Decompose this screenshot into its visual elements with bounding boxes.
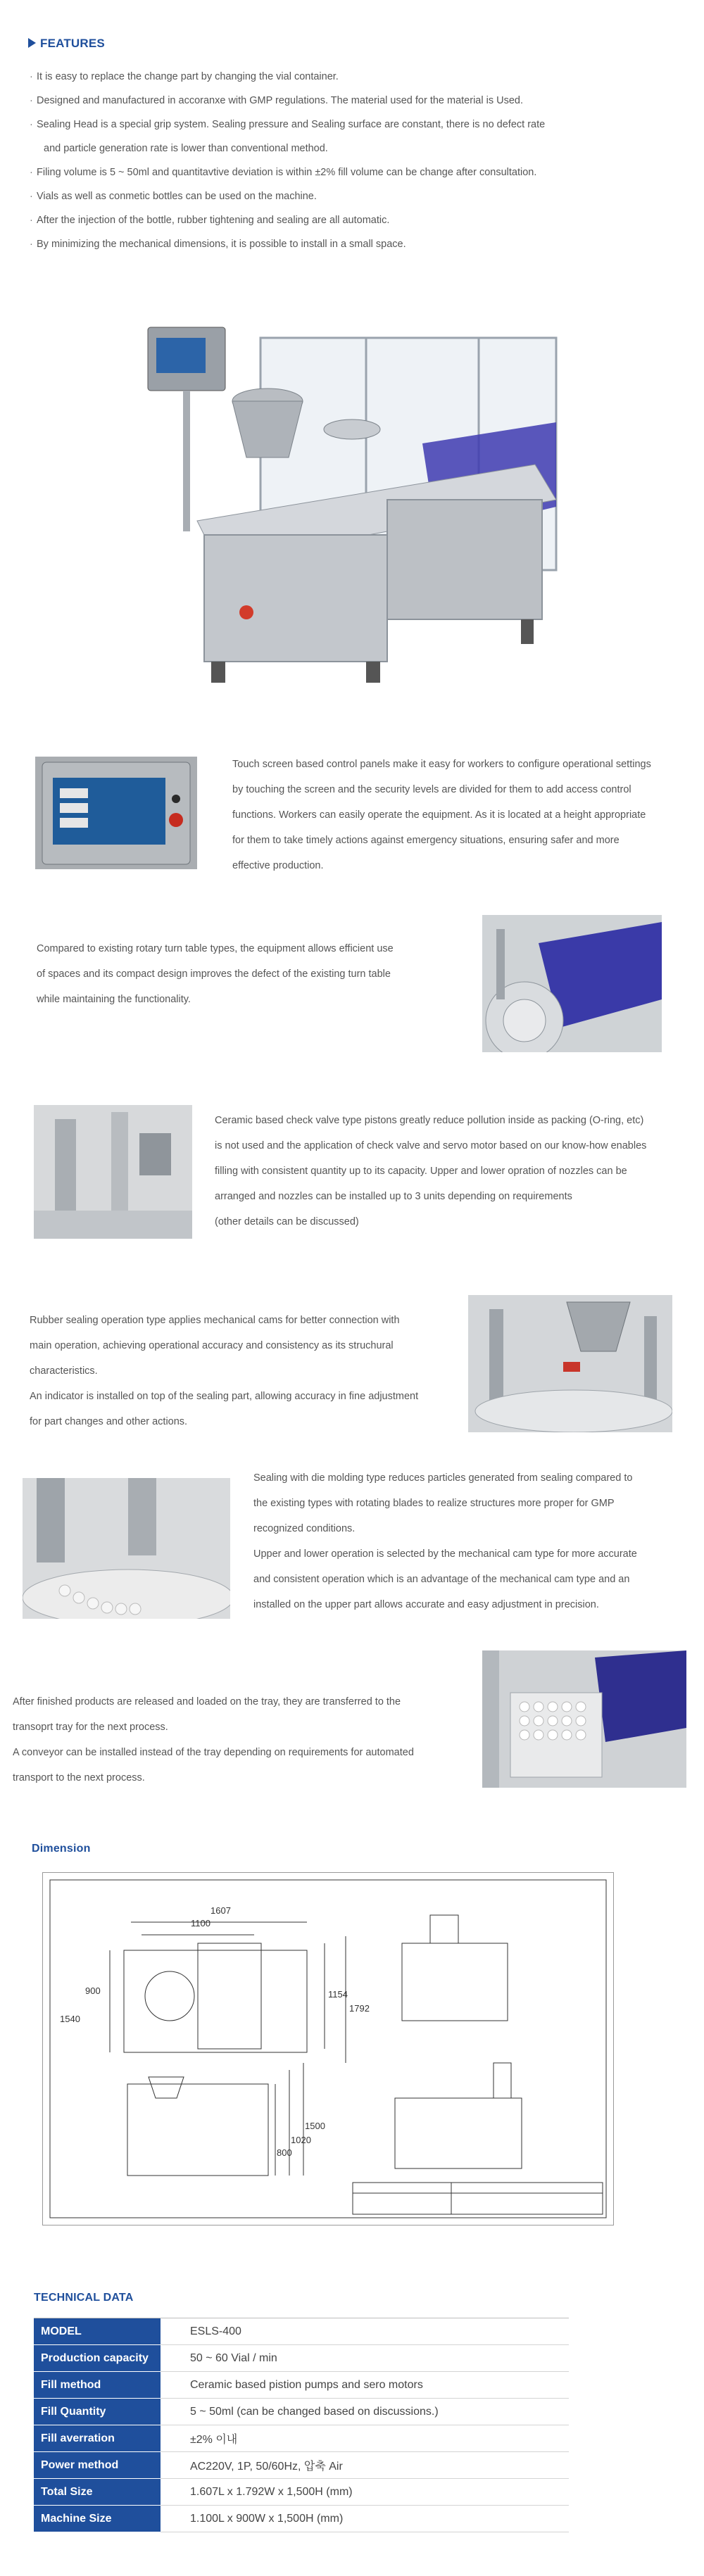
features-title-text: FEATURES [40,37,105,50]
text-line: (other details can be discussed) [215,1216,359,1227]
turntable-photo [482,915,662,1052]
spec-key: Total Size [34,2479,161,2506]
spec-value: ESLS-400 [161,2318,569,2345]
ceramic-text [215,1108,693,1235]
spec-value: 50 ~ 60 Vial / min [161,2345,569,2372]
text-line: effective production. [232,860,324,871]
spec-key: MODEL [34,2318,161,2345]
text-line: transport to the next process. [13,1772,145,1783]
rubber-sealing-photo [468,1295,672,1432]
ceramic-piston-photo [34,1105,192,1239]
features-title [28,37,105,51]
rubber-text [30,1308,480,1434]
table-row [34,2452,569,2479]
dimension-drawing [42,1872,614,2225]
table-row [34,2399,569,2425]
text-line: of spaces and its compact design improves the defect of the existing turn table [37,968,391,980]
text-line: characteristics. [30,1365,98,1377]
text-line: transoprt tray for the next process. [13,1722,168,1733]
text-line: After finished products are released and loaded on the tray, they are transferred to the [13,1696,401,1707]
technical-table [34,2318,569,2532]
main-machine-photo [141,324,563,690]
table-row [34,2506,569,2532]
text-line: recognized conditions. [253,1523,356,1534]
feature-item: · Vials as well as conmetic bottles can be used on the machine. [30,184,663,208]
dim-label-1100: 1100 [191,1918,210,1928]
text-line: while maintaining the functionality. [37,994,191,1005]
text-line: by touching the screen and the security levels are divided for them to add access control [232,784,631,795]
feature-item: · After the injection of the bottle, rubber tightening and sealing are all automatic. [30,208,663,232]
spec-value: Ceramic based pistion pumps and sero motors [161,2372,569,2399]
feature-item: · Sealing Head is a special grip system. Sealing pressure and Sealing surface are constant, there is no defect rate [30,113,663,137]
text-line: for part changes and other actions. [30,1416,188,1427]
spec-key: Fill averration [34,2425,161,2452]
dim-label-1500: 1500 [305,2121,325,2131]
table-row [34,2318,569,2345]
rubber-illustration [468,1295,672,1432]
spec-key: Fill method [34,2372,161,2399]
compact-text [37,936,459,1012]
dim-label-800: 800 [277,2147,292,2158]
spec-key: Fill Quantity [34,2399,161,2425]
table-row [34,2345,569,2372]
spec-value: 5 ~ 50ml (can be changed based on discussions.) [161,2399,569,2425]
dimension-drawing-svg [43,1873,613,2225]
text-line: Touch screen based control panels make it easy for workers to configure operational settings [232,759,651,770]
dim-label-1792: 1792 [349,2003,370,2014]
sealing-illustration [23,1478,230,1619]
spec-value: 1.607L x 1.792W x 1,500H (mm) [161,2479,569,2506]
table-row [34,2479,569,2506]
machine-illustration [141,324,563,690]
feature-item-continued: and particle generation rate is lower than conventional method. [44,143,328,154]
spec-key: Machine Size [34,2506,161,2532]
text-line: Ceramic based check valve type pistons greatly reduce pollution inside as packing (O-ring, etc) [215,1115,644,1126]
spec-value: 1.100L x 900W x 1,500H (mm) [161,2506,569,2532]
tray-illustration [482,1650,686,1788]
text-line: Sealing with die molding type reduces particles generated from sealing compared to [253,1472,633,1484]
text-line: is not used and the application of check valve and servo motor based on our know-how enables [215,1140,647,1151]
text-line: the existing types with rotating blades to realize structures more proper for GMP [253,1498,615,1509]
feature-item: · Designed and manufactured in accoranxe with GMP regulations. The material used for the material is Used. [30,89,663,113]
text-line: installed on the upper part allows accurate and easy adjustment in precision. [253,1599,599,1610]
sealing-die-photo [23,1478,230,1619]
touchscreen-text [232,752,683,878]
text-line: for them to take timely actions against emergency situations, ensuring safer and more [232,835,620,846]
dimension-title: Dimension [32,1843,91,1855]
turntable-illustration [482,915,662,1052]
feature-item: · Filing volume is 5 ~ 50ml and quantitavtive deviation is within ±2% fill volume can be change after consultation. [30,160,663,184]
touchscreen-panel-photo [35,757,197,869]
text-line: Upper and lower operation is selected by the mechanical cam type for more accurate [253,1548,637,1560]
spec-value: AC220V, 1P, 50/60Hz, 압축 Air [161,2452,569,2479]
conveyor-tray-photo [482,1650,686,1788]
conveyor-text [13,1689,470,1791]
panel-illustration [35,757,197,869]
features-list [30,65,663,256]
dim-label-1540: 1540 [60,2014,80,2024]
table-row [34,2372,569,2399]
text-line: Compared to existing rotary turn table types, the equipment allows efficient use [37,943,394,954]
dim-label-1607: 1607 [210,1905,231,1916]
spec-key: Power method [34,2452,161,2479]
text-line: A conveyor can be installed instead of the tray depending on requirements for automated [13,1747,414,1758]
dim-label-1154: 1154 [328,1989,348,2000]
text-line: and consistent operation which is an advantage of the mechanical cam type and an [253,1574,630,1585]
feature-item: · It is easy to replace the change part by changing the vial container. [30,65,663,89]
text-line: filling with consistent quantity up to its capacity. Upper and lower opration of nozzles can be [215,1166,627,1177]
spec-key: Production capacity [34,2345,161,2372]
text-line: arranged and nozzles can be installed up to 3 units depending on requirements [215,1191,572,1202]
text-line: functions. Workers can easily operate the equipment. As it is located at a height appropriate [232,809,646,821]
technical-title: TECHNICAL DATA [34,2292,134,2304]
text-line: Rubber sealing operation type applies mechanical cams for better connection with [30,1315,400,1326]
dim-label-1020: 1020 [291,2135,311,2145]
table-row [34,2425,569,2452]
text-line: An indicator is installed on top of the sealing part, allowing accuracy in fine adjustment [30,1391,419,1402]
text-line: main operation, achieving operational accuracy and consistency as its struchural [30,1340,394,1351]
sealing-text [253,1465,690,1617]
feature-item: · By minimizing the mechanical dimensions, it is possible to install in a small space. [30,232,663,256]
piston-illustration [34,1105,192,1239]
dim-label-900: 900 [85,1985,101,1996]
spec-value: ±2% 이내 [161,2425,569,2452]
play-triangle-icon [28,38,36,48]
